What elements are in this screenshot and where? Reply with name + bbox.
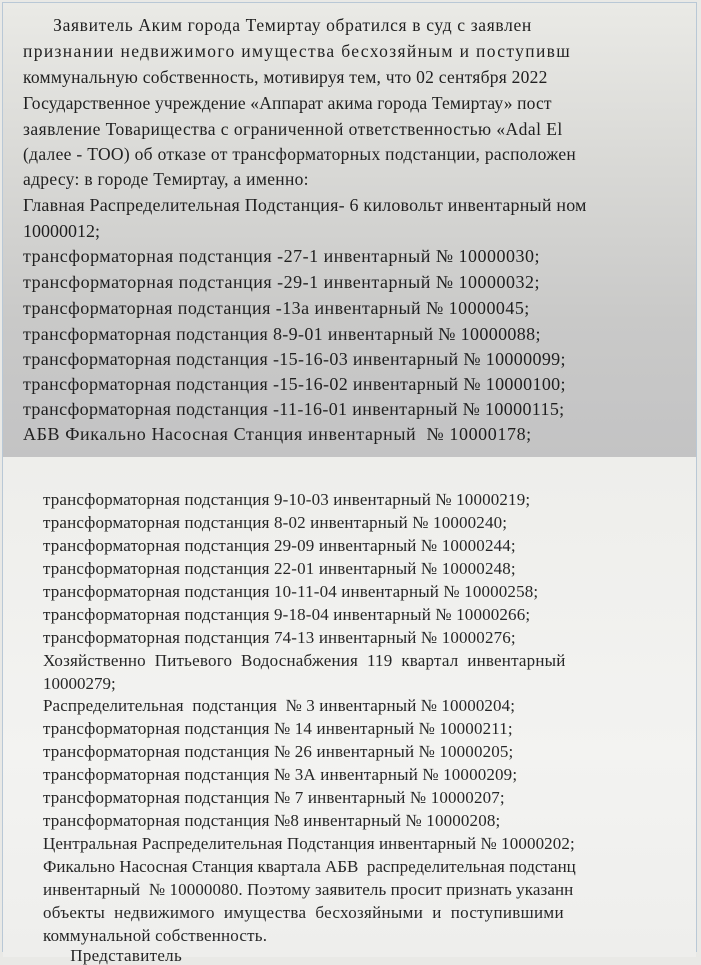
list-item: трансформаторная подстанция № 14 инвентарный № 10000211; <box>43 719 513 738</box>
list-item: трансформаторная подстанция 22-01 инвентарный № 10000248; <box>43 559 516 578</box>
list-item: трансформаторная подстанция №8 инвентарный № 10000208; <box>43 811 501 830</box>
scanned-page <box>2 2 697 965</box>
lower-photo-section <box>3 457 696 965</box>
intro-line: коммунальную собственность, мотивируя тем, что 02 сентября 2022 <box>23 67 548 87</box>
list-item: 10000012; <box>23 221 101 241</box>
list-item: трансформаторная подстанция 9-10-03 инвентарный № 10000219; <box>43 490 531 509</box>
list-item: коммунальной собственность. <box>43 926 268 945</box>
list-item: Фикально Насосная Станция квартала АБВ распределительная подстанц <box>43 857 576 876</box>
list-item: 10000279; <box>43 674 116 693</box>
list-item: АБВ Фикально Насосная Станция инвентарный № 10000178; <box>23 424 532 444</box>
list-item: трансформаторная подстанция 74-13 инвентарный № 10000276; <box>43 628 516 647</box>
list-item: трансформаторная подстанция -27-1 инвентарный № 10000030; <box>23 246 541 266</box>
intro-line: Государственное учреждение «Аппарат акима города Темиртау» пост <box>23 93 552 113</box>
list-item: трансформаторная подстанция № 26 инвентарный № 10000205; <box>43 742 514 761</box>
upper-photo-section <box>3 3 696 457</box>
list-item: трансформаторная подстанция 9-18-04 инвентарный № 10000266; <box>43 605 531 624</box>
list-item: Главная Распределительная Подстанция- 6 киловольт инвентарный ном <box>23 195 587 215</box>
list-item: трансформаторная подстанция 8-02 инвентарный № 10000240; <box>43 513 508 532</box>
list-item: трансформаторная подстанция -15-16-03 инвентарный № 10000099; <box>23 349 566 369</box>
intro-line: признании недвижимого имущества бесхозяйным и поступивш <box>23 41 572 61</box>
list-item: трансформаторная подстанция -11-16-01 инвентарный № 10000115; <box>23 399 565 419</box>
list-item: трансформаторная подстанция 8-9-01 инвентарный № 10000088; <box>23 324 541 344</box>
intro-line: Заявитель Аким города Темиртау обратился в суд с заявлен <box>23 15 532 35</box>
list-item: трансформаторная подстанция 10-11-04 инвентарный № 10000258; <box>43 582 539 601</box>
paragraph-continuation: Представитель <box>43 946 183 965</box>
list-item: объекты недвижимого имущества бесхозяйными и поступившими <box>43 903 564 922</box>
intro-line: адресу: в городе Темиртау, а именно: <box>23 169 309 189</box>
intro-line: заявление Товарищества с ограниченной ответственностью «Adal El <box>23 119 563 139</box>
list-item: трансформаторная подстанция № 3А инвентарный № 10000209; <box>43 765 518 784</box>
list-item: Центральная Распределительная Подстанция инвентарный № 10000202; <box>43 834 575 853</box>
list-item: трансформаторная подстанция 29-09 инвентарный № 10000244; <box>43 536 516 555</box>
list-item: трансформаторная подстанция -15-16-02 инвентарный № 10000100; <box>23 374 566 394</box>
list-item: трансформаторная подстанция -29-1 инвентарный № 10000032; <box>23 272 541 292</box>
intro-line: (далее - ТОО) об отказе от трансформаторных подстанции, расположен <box>23 144 577 164</box>
list-item: трансформаторная подстанция -13а инвентарный № 10000045; <box>23 298 530 318</box>
list-item: трансформаторная подстанция № 7 инвентарный № 10000207; <box>43 788 505 807</box>
list-item: инвентарный № 10000080. Поэтому заявитель просит признать указанн <box>43 880 574 899</box>
list-item: Распределительная подстанция № 3 инвентарный № 10000204; <box>43 696 516 715</box>
list-item: Хозяйственно Питьевого Водоснабжения 119 квартал инвентарный <box>43 651 566 670</box>
